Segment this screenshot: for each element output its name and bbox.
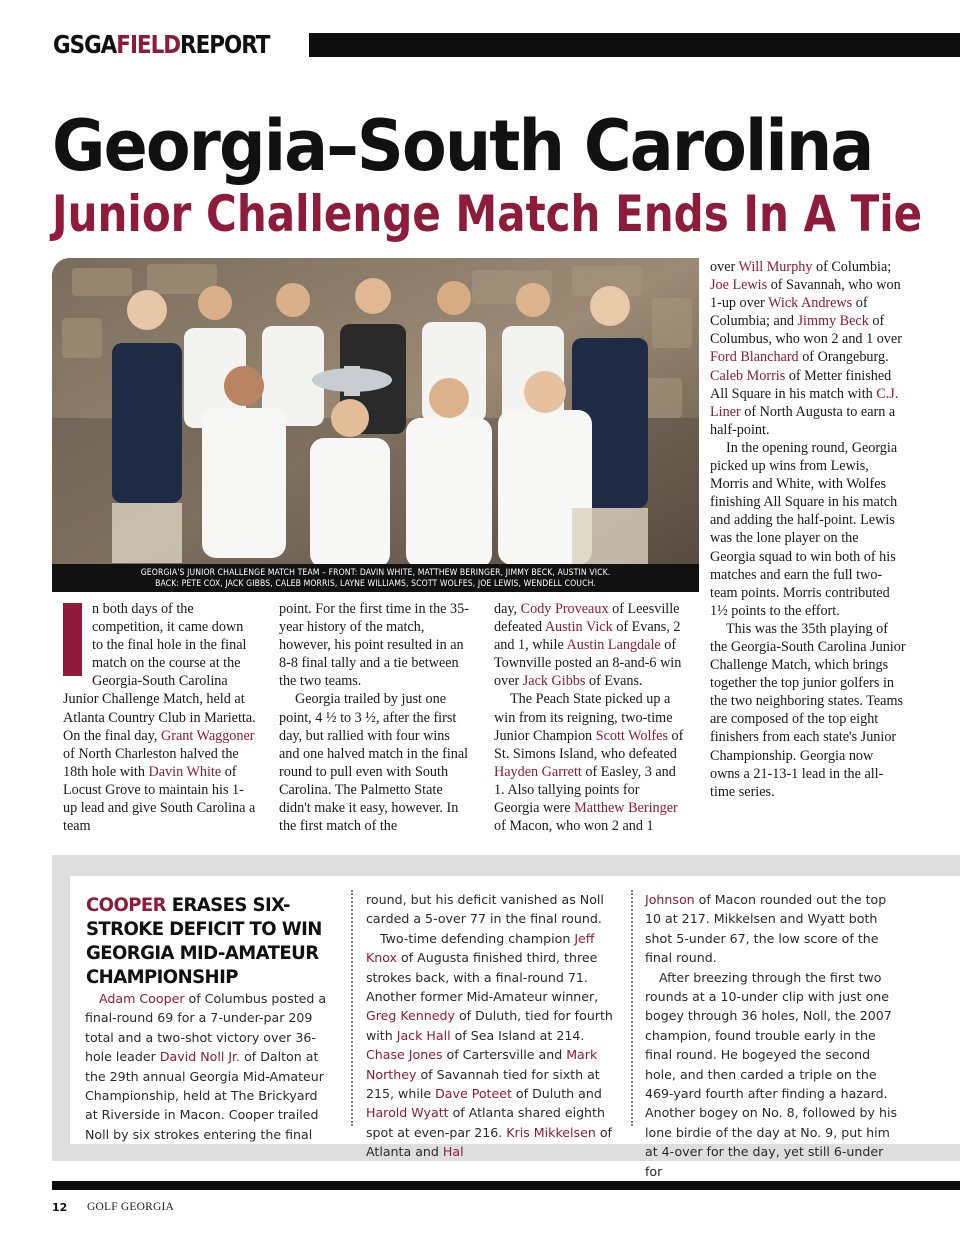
player-name: Scott Wolfes [595, 727, 668, 744]
player-name: Jeff Knox [366, 930, 595, 966]
article-title: Georgia–South Carolina [52, 105, 873, 187]
sidebar-column-3: Johnson of Macon rounded out the top 10 at 217. Mikkelsen and Wyatt both shot 5-under 67, the low score of the final round. After breezing through the first two rounds at a 10-under clip with just one bogey through 36 holes, Noll, the 2007 champion, found trouble early in the final round. He bogeyed the second hole, and then carded a triple on the 469-yard fourth after finding a hazard. Another bogey on No. 8, followed by his lone birdie of the day at No. 9, put him at 4-over for the day, yet still 6-under for [645, 892, 898, 1179]
player-name: Matthew Beringer [574, 800, 678, 817]
player-name: David Noll Jr. [159, 1049, 241, 1065]
player-name: Austin Vick [544, 619, 613, 636]
header-bar [309, 33, 960, 57]
player-name: Adam Cooper [99, 991, 185, 1006]
player-name: Johnson [645, 892, 695, 907]
player-name: Dave Poteet [435, 1086, 512, 1102]
article-column-4: over Will Murphy of Columbia; Joe Lewis of Savannah, who won 1-up over Wick Andrews of Columbia; and Jimmy Beck of Columbus, who won 2 and 1 over Ford Blanchard of Orangeburg. Caleb Morris of Metter finished All Square in his match with C.J. Liner of North Augusta to earn a half-point. In the opening round, Georgia picked up wins from Lewis, Morris and White, with Wolfes finishing All Square in his match and adding the half-point. Lewis was the lone player on the Georgia squad to win both of his matches and earn the full two-team points. Morris contributed 1½ points to the effort. This was the 35th playing of the Georgia-South Carolina Junior Challenge Match, which brings together the top junior golfers in the two neighboring states. Teams are composed of the top eight finishers from each state's Junior Championship. Georgia now owns a 21-13-1 lead in the all-time series. [710, 259, 906, 800]
player-name: Jimmy Beck [797, 313, 869, 330]
article-column-1: n both days of the competition, it came down to the final hole in the final match on the course at the Georgia-South Carolina Junior Challenge Match, held at Atlanta Country Club in Marietta. On the final day, Grant Waggoner of North Charleston halved the 18th hole with Davin White of Locust Grove to maintain his 1-up lead and give South Carolina a team [63, 601, 256, 835]
article-subtitle: Junior Challenge Match Ends In A Tie [52, 185, 923, 243]
article-column-2: point. For the first time in the 35-year history of the match, however, his point resulted in an 8-8 final tally and a tie between the two teams. Georgia trailed by just one point, 4 ½ to 3 ½, after the first day, but rallied with four wins and one halved match in the final round to pull even with South Carolina. The Palmetto State didn't make it easy, however. In the first match of the [279, 601, 469, 835]
page-number: 12 [52, 1201, 68, 1214]
sidebar-column-1: Adam Cooper of Columbus posted a final-round 69 for a 7-under-par 209 total and a two-shot victory over 36-hole leader David Noll Jr. of Dalton at the 29th annual Georgia Mid-Amateur Championship, held at The Brickyard at Riverside in Macon. Cooper trailed Noll by six strokes entering the final [85, 991, 327, 1142]
magazine-name: GOLF GEORGIA [87, 1201, 175, 1213]
sidebar-column-2: round, but his deficit vanished as Noll carded a 5-over 77 in the final round. Two-time defending champion Jeff Knox of Augusta finished third, three strokes back, with a final-round 71. Another former Mid-Amateur winner, Greg Kennedy of Duluth, tied for fourth with Jack Hall of Sea Island at 214. Chase Jones of Cartersville and Mark Northey of Savannah tied for sixth at 215, while Dave Poteet of Duluth and Harold Wyatt of Atlanta shared eighth spot at even-par 216. Kris Mikkelsen of Atlanta and Hal [366, 892, 613, 1160]
footer-bar [52, 1181, 960, 1190]
player-name: Hayden Garrett [494, 763, 582, 780]
player-name: Kris Mikkelsen [506, 1124, 596, 1140]
article-column-3: day, Cody Proveaux of Leesville defeated Austin Vick of Evans, 2 and 1, while Austin Langdale of Townville posted an 8-and-6 win over Jack Gibbs of Evans. The Peach State picked up a win from its reigning, two-time Junior Champion Scott Wolfes of St. Simons Island, who defeated Hayden Garrett of Easley, 3 and 1. Also tallying points for Georgia were Matthew Beringer of Macon, who won 2 and 1 [494, 601, 684, 835]
player-name: Harold Wyatt [366, 1105, 449, 1121]
player-name: Jack Hall [396, 1027, 451, 1043]
player-name: Cody Proveaux [520, 601, 609, 617]
player-name: Mark Northey [366, 1047, 598, 1082]
player-name: Wick Andrews [768, 295, 853, 312]
player-name: Ford Blanchard [710, 349, 799, 366]
player-name: Austin Langdale [566, 637, 661, 654]
player-name: Davin White [148, 763, 222, 780]
player-name: Caleb Morris [710, 367, 786, 384]
column-divider [351, 890, 353, 1126]
section-header [53, 30, 960, 60]
photo-caption: GEORGIA'S JUNIOR CHALLENGE MATCH TEAM – FRONT: DAVIN WHITE, MATTHEW BERINGER, JIMMY BECK, AUSTIN VICK. BACK: PETE COX, JACK GIBBS, CALEB MORRIS, LAYNE WILLIAMS, SCOTT WOLFES, JOE LEWIS, WENDELL COUCH. [52, 564, 699, 592]
sidebar-title: COOPER ERASES SIX-STROKE DEFICIT TO WIN GEORGIA MID-AMATEUR CHAMPIONSHIP [86, 894, 322, 988]
player-name: Chase Jones [366, 1047, 443, 1063]
column-divider [631, 890, 633, 1126]
player-name: Grant Waggoner [160, 727, 255, 744]
drop-cap [63, 603, 82, 676]
player-name: Joe Lewis [710, 277, 768, 294]
player-name: Hal [442, 1144, 464, 1160]
team-photo-illustration [52, 258, 699, 592]
player-name: Will Murphy [738, 259, 813, 275]
section-logo: GSGAFIELDREPORT [53, 30, 270, 59]
player-name: C.J. Liner [710, 385, 899, 420]
player-name: Jack Gibbs [522, 673, 586, 690]
team-photo [52, 258, 699, 592]
player-name: Greg Kennedy [366, 1008, 455, 1024]
